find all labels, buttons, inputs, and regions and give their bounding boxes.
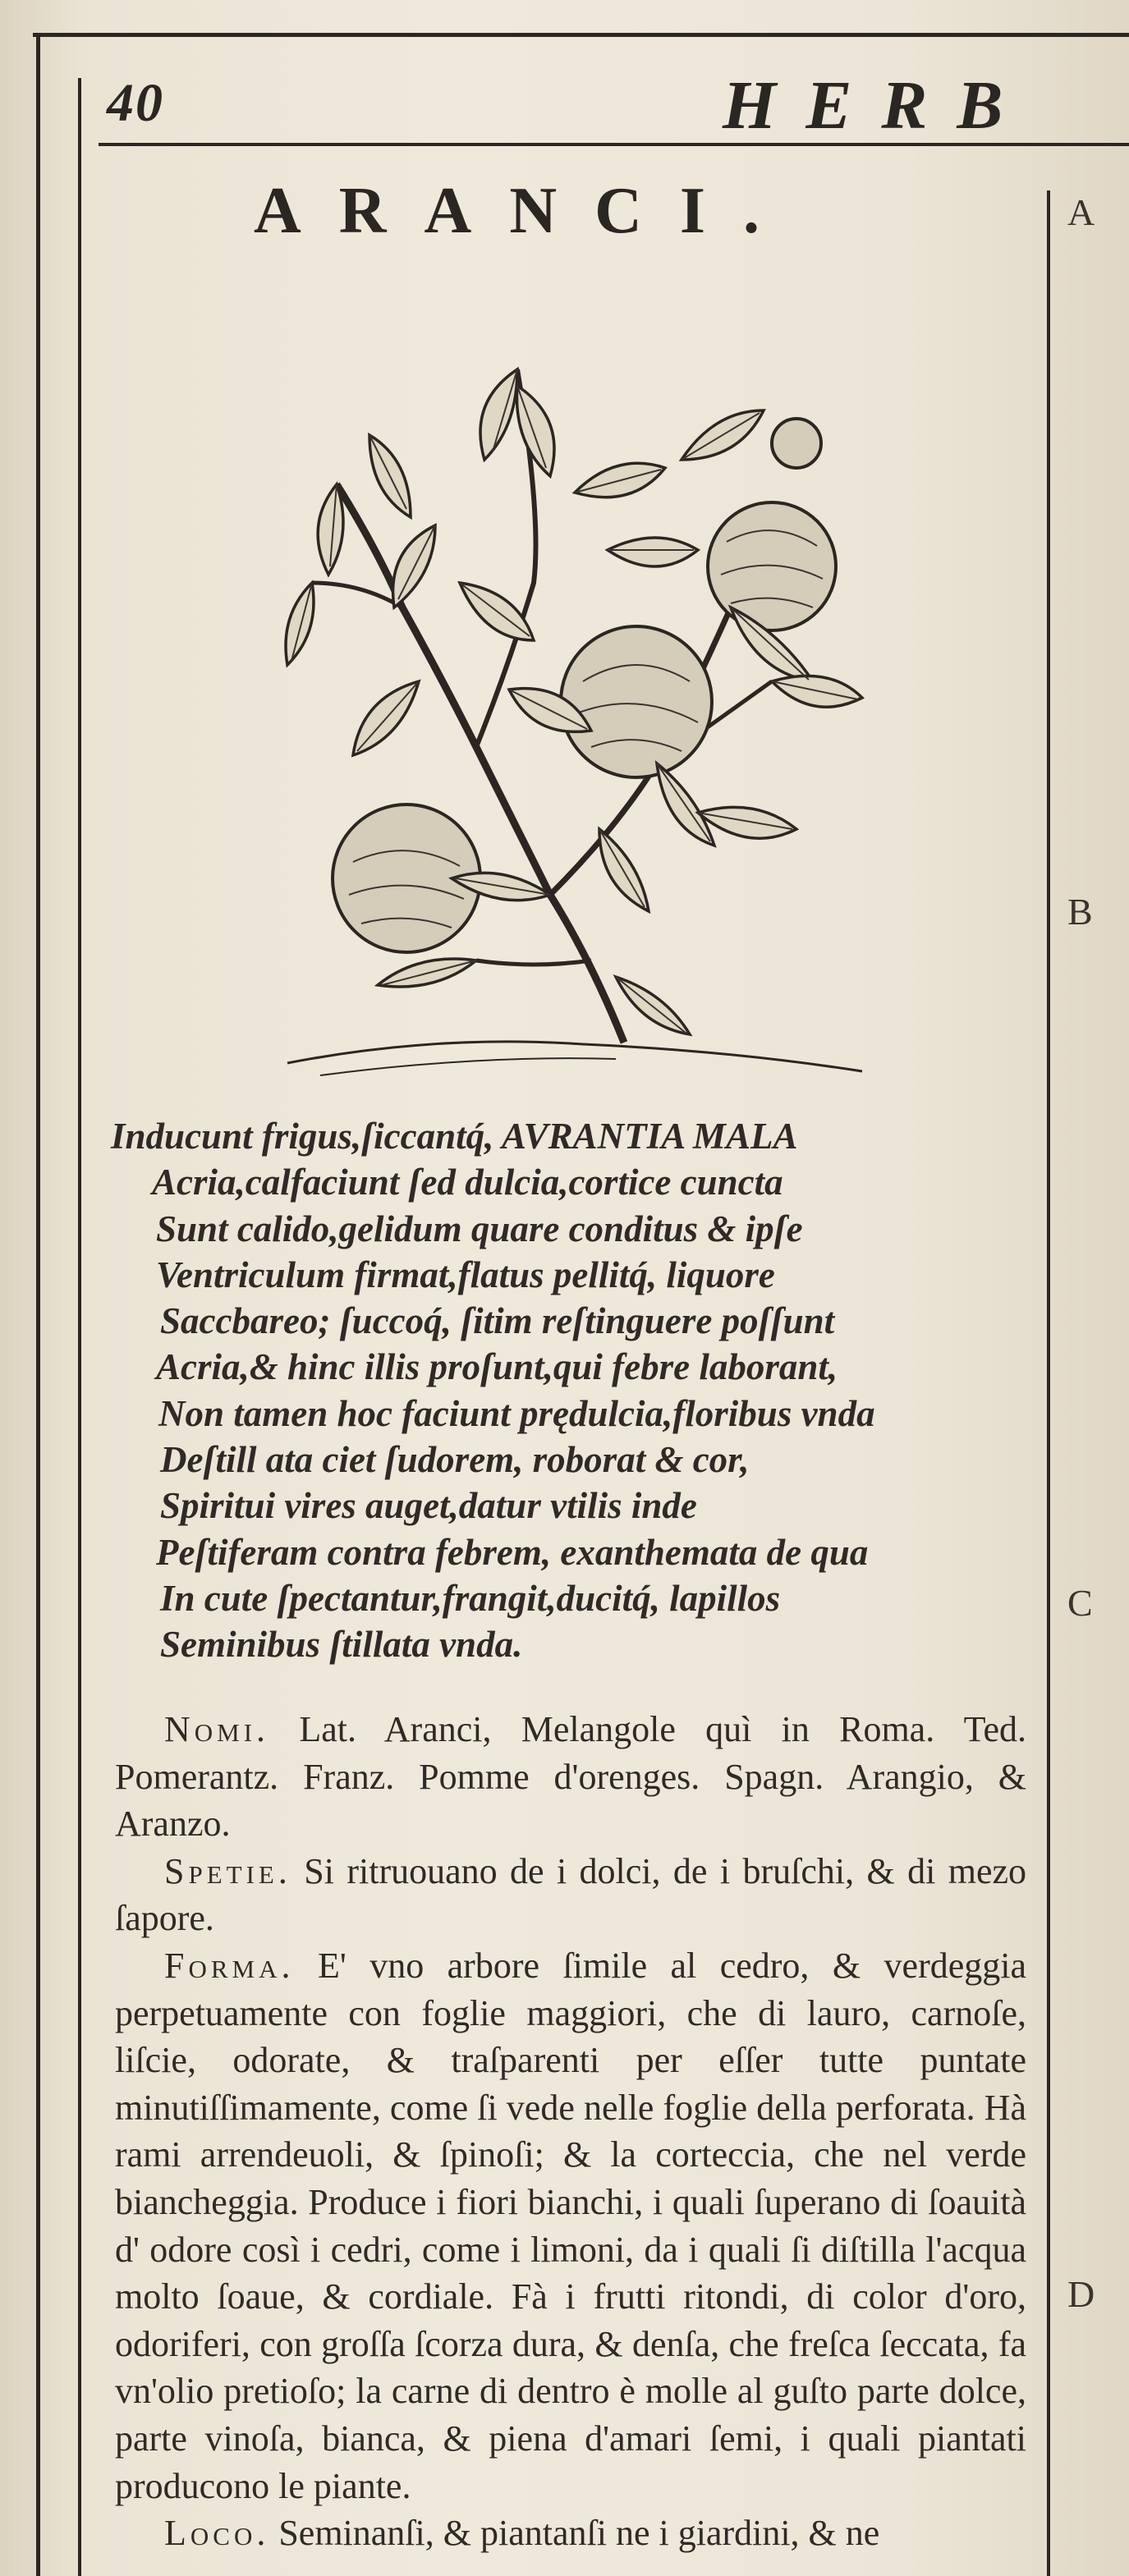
spetie-text: Si ritruouano de i dolci, de i bruſchi, & di mezo ſapore. (115, 1850, 1027, 1939)
verse-line: Non tamen hoc faciunt prędulcia,floribus vnda (158, 1392, 875, 1434)
loco-text: Seminanſi, & piantanſi ne i giardini, & ne (278, 2513, 880, 2554)
nomi-heading: Nomi. (164, 1709, 270, 1749)
orange-branch-woodcut (271, 337, 895, 1092)
verse-line: Saccbareo; ſuccoq́, ſitim reſtinguere poſſunt (160, 1300, 835, 1342)
margin-letter-c: C (1067, 1582, 1093, 1624)
verse-line: Deſtill ata ciet ſudorem, roborat & cor, (160, 1439, 750, 1481)
forma-text: E' vno arbore ſimile al cedro, & verdeggia perpetuamente con foglie maggiori, che di lauro, carnoſe, liſcie, odorate, & traſparenti per eſſer tutte puntate minutiſſimamente, come ſi vede nelle foglie della perforata. Hà rami arrendeuoli, & ſpinoſi; & la corteccia, che nel verde biancheggia. Produce i fiori bianchi, i quali ſuperano di ſoauità d' odore così i cedri, come i limoni, da i quali ſi diſtilla l'acqua molto ſoaue, & cordiale. Fà i frutti ritondi, di color d'oro, odoriferi, con groſſa ſcorza dura, & denſa, che freſca ſeccata, fa vn'olio pretioſo; la carne di dentro è molle al guſto parte dolce, parte vinoſa, bianca, & piena d'amari ſemi, i quali piantati producono le piante. (115, 1945, 1027, 2506)
verse-line: Spiritui vires auget,datur vtilis inde (160, 1485, 697, 1527)
verse-line: Sunt calido,gelidum quare conditus & ipſe (156, 1208, 803, 1249)
outer-left-rule (36, 34, 40, 2576)
nomi-paragraph (115, 1706, 1026, 1848)
inner-left-rule (78, 78, 81, 2576)
forma-paragraph (115, 1942, 1026, 2510)
loco-heading: Loco. (164, 2513, 270, 2554)
verse-line: Inducunt frigus,ſiccantq́, AVRANTIA MALA (111, 1116, 798, 1157)
verse-line: Ventriculum firmat,flatus pellitq́, liquore (156, 1254, 775, 1295)
page-number: 40 (107, 73, 164, 133)
margin-column-rule (1047, 190, 1050, 2576)
spetie-paragraph (115, 1848, 1026, 1942)
nomi-text: Lat. Aranci, Melangole quì in Roma. Ted. Pomerantz. Franz. Pomme d'orenges. Spagn. Arangio, & Aranzo. (115, 1709, 1027, 1845)
verse-line: Seminibus ſtillata vnda. (160, 1624, 523, 1666)
margin-letter-a: A (1067, 191, 1095, 233)
verse-line: Acria,& hinc illis proſunt,qui febre laborant, (156, 1346, 838, 1388)
forma-heading: Forma. (164, 1945, 295, 1986)
chapter-title: ARANCI. (254, 175, 797, 247)
outer-top-rule (33, 33, 1129, 37)
running-head: HERB (723, 67, 1033, 144)
margin-letter-b: B (1067, 891, 1093, 933)
verse-line: Acria,calfaciunt ſed dulcia,cortice cuncta (152, 1162, 783, 1203)
verse-line: In cute ſpectantur,frangit,ducitq́, lapillos (160, 1577, 781, 1619)
latin-verses (111, 1113, 1039, 1668)
margin-letter-d: D (1067, 2273, 1095, 2315)
spetie-heading: Spetie. (164, 1850, 291, 1891)
loco-paragraph (115, 2510, 1026, 2556)
commentary-text (115, 1706, 1026, 2556)
verse-line: Peſtiferam contra febrem, exanthemata de qua (156, 1531, 869, 1573)
